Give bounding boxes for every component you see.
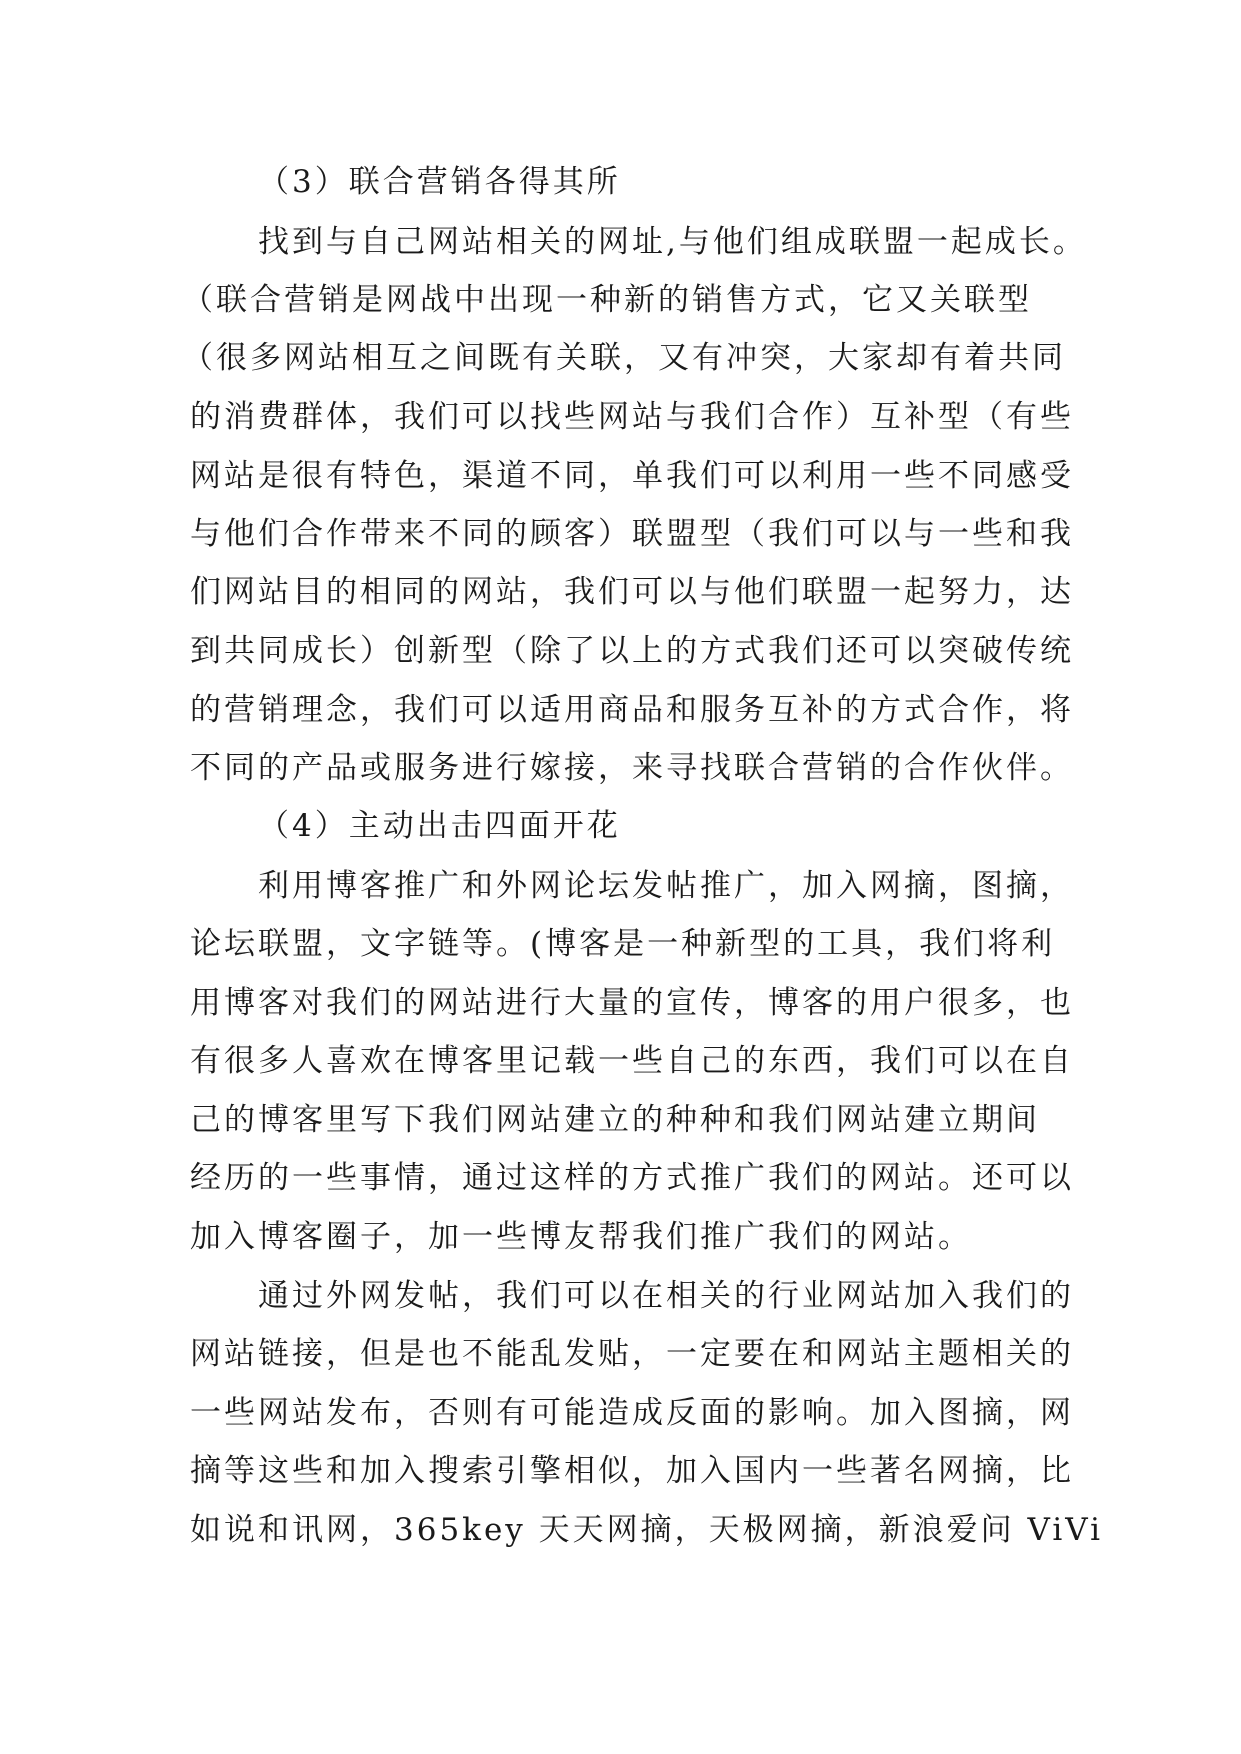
text-line: 的营销理念，我们可以适用商品和服务互补的方式合作，将 xyxy=(190,692,1074,728)
text-line: 到共同成长）创新型（除了以上的方式我们还可以突破传统 xyxy=(190,633,1074,669)
text-line: 网站链接，但是也不能乱发贴，一定要在和网站主题相关的 xyxy=(190,1336,1074,1372)
text-line: 己的博客里写下我们网站建立的种种和我们网站建立期间 xyxy=(190,1102,1040,1138)
text-line: 加入博客圈子，加一些博友帮我们推广我们的网站。 xyxy=(190,1219,972,1255)
text-line: 们网站目的相同的网站，我们可以与他们联盟一起努力，达 xyxy=(190,574,1074,610)
text-line: 摘等这些和加入搜索引擎相似，加入国内一些著名网摘，比 xyxy=(190,1453,1074,1489)
text-line: 利用博客推广和外网论坛发帖推广，加入网摘，图摘， xyxy=(258,868,1074,904)
text-line: 找到与自己网站相关的网址,与他们组成联盟一起成长。 xyxy=(258,224,1087,260)
text-line: （很多网站相互之间既有关联，又有冲突，大家却有着共同 xyxy=(182,340,1066,376)
text-line: 网站是很有特色，渠道不同，单我们可以利用一些不同感受 xyxy=(190,458,1074,494)
text-line: 如说和讯网，365key 天天网摘，天极网摘，新浪爱问 ViVi xyxy=(190,1512,1104,1548)
text-line: 的消费群体，我们可以找些网站与我们合作）互补型（有些 xyxy=(190,399,1074,435)
text-line: 经历的一些事情，通过这样的方式推广我们的网站。还可以 xyxy=(190,1160,1074,1196)
section-heading-4: （4）主动出击四面开花 xyxy=(258,808,621,844)
text-line: （联合营销是网战中出现一种新的销售方式，它又关联型 xyxy=(182,282,1032,318)
text-line: 与他们合作带来不同的顾客）联盟型（我们可以与一些和我 xyxy=(190,516,1074,552)
text-line: 不同的产品或服务进行嫁接，来寻找联合营销的合作伙伴。 xyxy=(190,750,1074,786)
text-line: 用博客对我们的网站进行大量的宣传，博客的用户很多，也 xyxy=(190,985,1074,1021)
text-line: 通过外网发帖，我们可以在相关的行业网站加入我们的 xyxy=(258,1278,1074,1314)
text-line: 一些网站发布，否则有可能造成反面的影响。加入图摘，网 xyxy=(190,1395,1074,1431)
text-line: 论坛联盟，文字链等。(博客是一种新型的工具，我们将利 xyxy=(190,926,1056,962)
text-line: 有很多人喜欢在博客里记载一些自己的东西，我们可以在自 xyxy=(190,1043,1074,1079)
section-heading-3: （3）联合营销各得其所 xyxy=(258,164,621,200)
